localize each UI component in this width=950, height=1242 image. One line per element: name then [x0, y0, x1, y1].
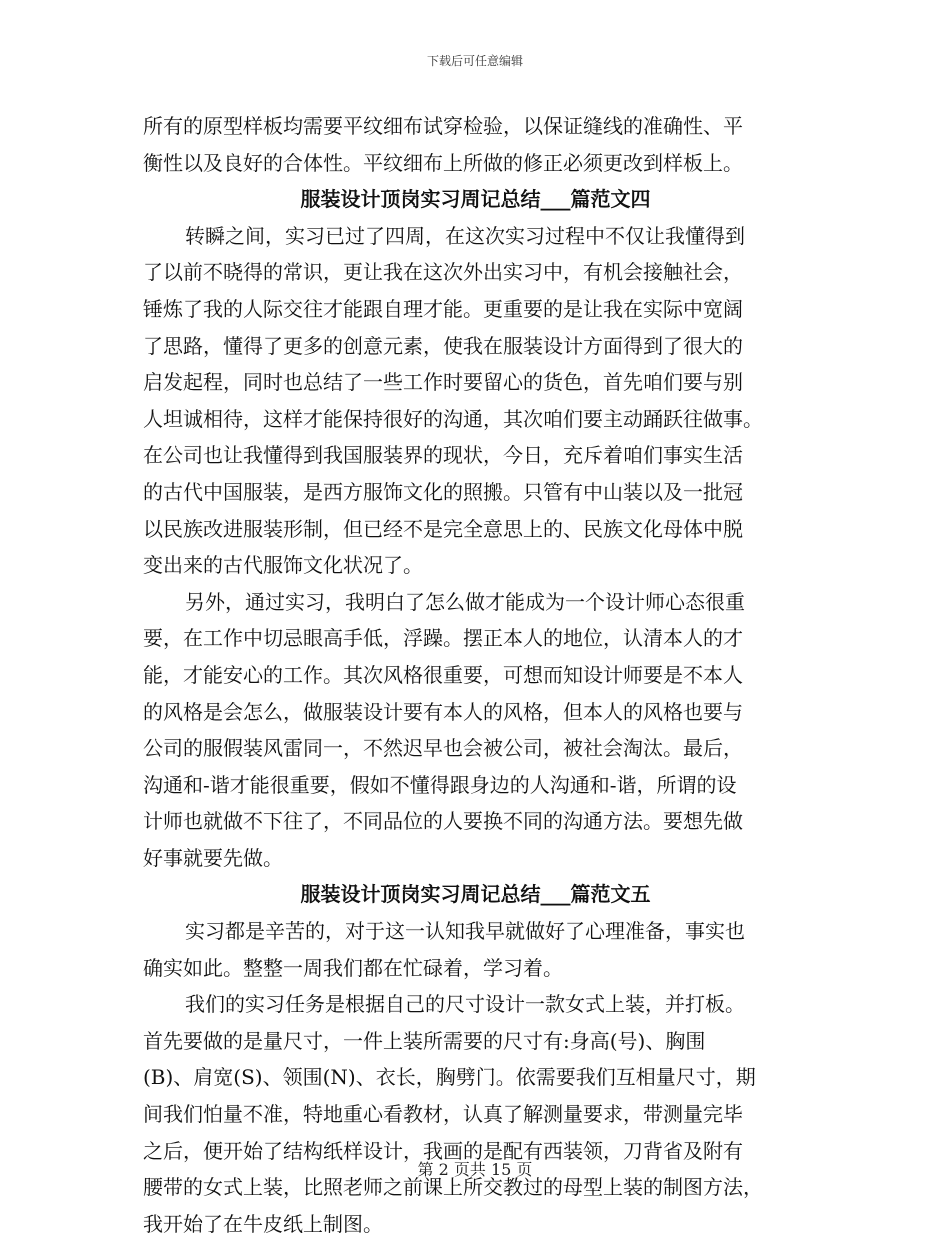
page-footer: 第 2 页共 15 页 — [417, 1160, 533, 1179]
text-line: 确实如此。整整一周我们都在忙碌着，学习着。 — [143, 955, 563, 980]
document-body — [143, 108, 808, 1242]
section-heading: 服装设计顶岗实习周记总结___篇范文五 — [300, 882, 651, 907]
text-line: 了以前不晓得的常识，更让我在这次外出实习中，有机会接触社会， — [143, 260, 743, 285]
text-line: 锤炼了我的人际交往才能跟自理才能。更重要的是让我在实际中宽阔 — [143, 296, 743, 321]
text-line: 的风格是会怎么，做服装设计要有本人的风格，但本人的风格也要与 — [143, 699, 743, 724]
text-line: 要，在工作中切忌眼高手低，浮躁。摆正本人的地位，认清本人的才 — [143, 626, 743, 651]
text-line: 沟通和-谐才能很重要，假如不懂得跟身边的人沟通和-谐，所谓的设 — [143, 772, 737, 797]
text-line: (B)、肩宽(S)、领围(N)、衣长，胸劈门。依需要我们互相量尺寸，期 — [143, 1065, 756, 1090]
text-line: 以民族改进服装形制，但已经不是完全意思上的、民族文化母体中脱 — [143, 516, 743, 541]
section-heading: 服装设计顶岗实习周记总结___篇范文四 — [300, 187, 651, 212]
text-line: 能，才能安心的工作。其次风格很重要，可想而知设计师要是不本人 — [143, 662, 743, 687]
text-line: 所有的原型样板均需要平纹细布试穿检验，以保证缝线的准确性、平 — [143, 114, 743, 138]
text-line: 公司的服假装风雷同一，不然迟早也会被公司，被社会淘汰。最后， — [143, 736, 743, 761]
text-line: 转瞬之间，实习已过了四周，在这次实习过程中不仅让我懂得到 — [185, 223, 745, 248]
text-line: 实习都是辛苦的，对于这一认知我早就做好了心理准备，事实也 — [185, 919, 745, 944]
text-line: 的古代中国服装，是西方服饰文化的照搬。只管有中山装以及一批冠 — [143, 479, 743, 504]
text-line: 了思路，懂得了更多的创意元素，使我在服装设计方面得到了很大的 — [143, 333, 743, 358]
text-line: 我们的实习任务是根据自己的尺寸设计一款女式上装，并打板。 — [185, 992, 745, 1017]
text-line: 腰带的女式上装，比照老师之前课上所交教过的母型上装的制图方法， — [143, 1175, 763, 1200]
text-line: 另外，通过实习，我明白了怎么做才能成为一个设计师心态很重 — [185, 589, 745, 614]
text-line: 变出来的古代服饰文化状况了。 — [143, 553, 423, 578]
page-header: 下载后可任意编辑 — [426, 54, 523, 68]
text-line: 间我们怕量不准，特地重心看教材，认真了解测量要求，带测量完毕 — [143, 1102, 743, 1127]
text-line: 在公司也让我懂得到我国服装界的现状，今日，充斥着咱们事实生活 — [143, 443, 743, 468]
text-line: 我开始了在牛皮纸上制图。 — [143, 1211, 383, 1236]
text-line: 计师也就做不下往了，不同品位的人要换不同的沟通方法。要想先做 — [143, 809, 743, 834]
text-line: 启发起程，同时也总结了一些工作时要留心的货色，首先咱们要与别 — [143, 370, 743, 395]
text-line: 好事就要先做。 — [143, 845, 283, 870]
text-line: 之后，便开始了结构纸样设计，我画的是配有西装领，刀背省及附有 — [143, 1138, 743, 1163]
text-line: 首先要做的是量尺寸，一件上装所需要的尺寸有:身高(号)、胸围 — [143, 1028, 706, 1053]
text-line: 衡性以及良好的合体性。平纹细布上所做的修正必须更改到样板上。 — [143, 150, 743, 175]
text-line: 人坦诚相待，这样才能保持很好的沟通，其次咱们要主动踊跃往做事。 — [143, 406, 763, 431]
